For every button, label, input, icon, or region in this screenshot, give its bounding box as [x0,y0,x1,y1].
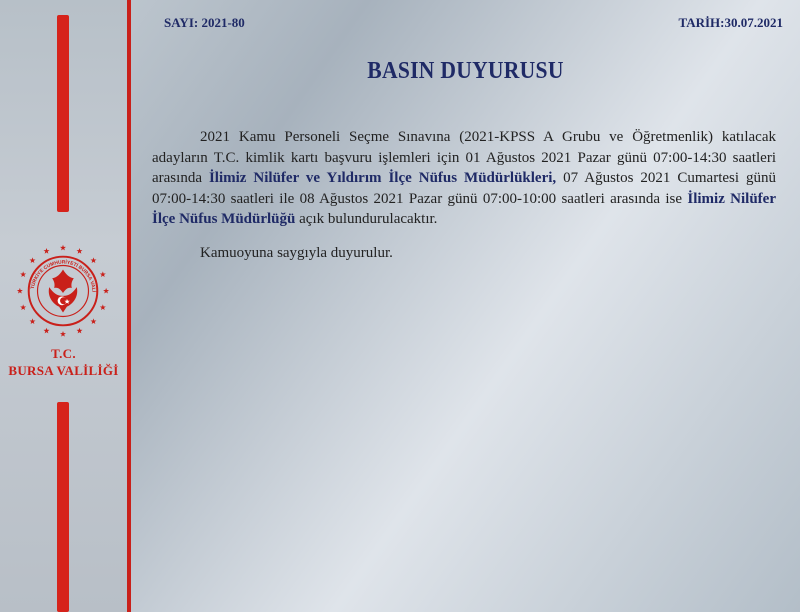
seal-star-icon [77,328,83,334]
document-date: TARİH:30.07.2021 [678,15,783,30]
svg-text:TÜRKİYE CUMHURİYETİ BURSA VALİ: TÜRKİYE CUMHURİYETİ BURSA VALİ [30,260,96,293]
seal-star-icon [77,248,83,254]
turkish-presidency-seal-icon [14,242,112,340]
sidebar [0,0,131,612]
seal-star-icon [60,245,66,251]
seal-star-icon [60,331,66,337]
seal-star-icon [17,288,23,294]
seal-star-icon [20,304,26,310]
seal-star-icon [44,328,50,334]
document-number: SAYI: 2021-80 [164,15,245,30]
body-emphasis-2: İlimiz Nilüfer İlçe Nüfus Müdürlüğü [152,190,776,228]
body-text-part1: 2021 Kamu Personeli Seçme Sınavına (2021-KPSS A Grubu ve Öğretmenlik) katılacak adayların T.C. kimlik kartı başvuru işlemleri için 01 Ağustos 2021 Pazar günü 07:00-14:30 saatleri arasında [152,129,776,187]
seal-star-icon [103,288,109,294]
body-text-part2: 07 Ağustos 2021 Cumartesi günü 07:00-14:30 saatleri ile 08 Ağustos 2021 Pazar günü 07:00-10:00 saatleri arasında ise [152,170,776,207]
seal-star-icon [30,257,36,263]
decorative-red-bar-top [57,15,69,212]
seal-star-icon [44,248,50,254]
decorative-red-bar-bottom [57,402,69,612]
seal-star-icon [100,271,106,277]
closing-line: Kamuoyuna saygıyla duyurulur. [200,245,393,261]
page-title: BASIN DUYURUSU [367,58,564,84]
body-text-part3: açık bulundurulacaktır. [295,211,438,228]
seal-star-icon [91,257,97,263]
seal-star-icon [20,271,26,277]
body-emphasis-1: İlimiz Nilüfer ve Yıldırım İlçe Nüfus Müdürlükleri, [208,170,557,187]
announcement-body [152,127,776,230]
seal-star-icon [100,304,106,310]
org-name-line1: T.C. [51,346,76,361]
seal-star-icon [30,318,36,324]
org-name-line2: BURSA VALİLİĞİ [8,363,119,378]
seal-star-icon [91,318,97,324]
